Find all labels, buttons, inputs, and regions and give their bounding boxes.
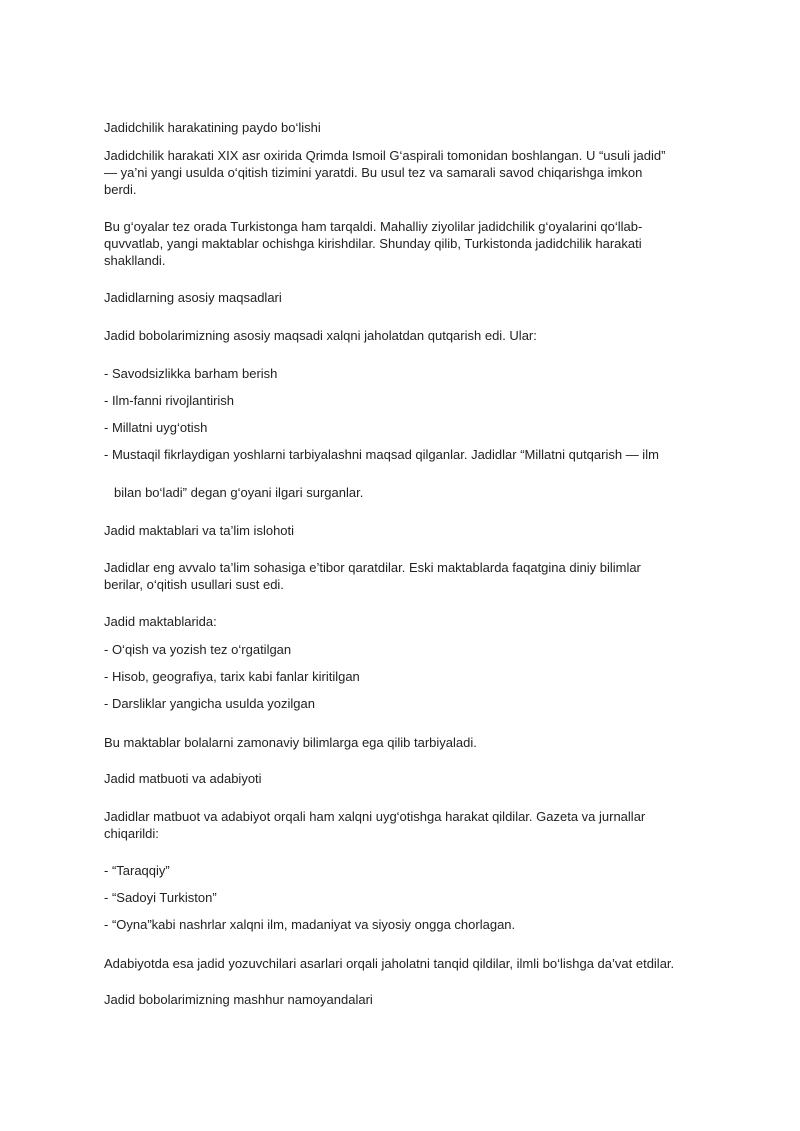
paragraph-line: berdi.	[104, 182, 137, 197]
section-heading: Jadid matbuoti va adabiyoti	[104, 771, 262, 786]
paragraph-line: Jadid bobolarimizning asosiy maqsadi xalqni jaholatdan qutqarish edi. Ular:	[104, 328, 537, 343]
section-heading: Jadidlarning asosiy maqsadlari	[104, 290, 282, 305]
list-item: - Darsliklar yangicha usulda yozilgan	[104, 696, 315, 711]
list-item-continuation: bilan bo‘ladi” degan g‘oyani ilgari surganlar.	[114, 485, 364, 500]
paragraph-line: shakllandi.	[104, 253, 166, 268]
paragraph-line: quvvatlab, yangi maktablar ochishga kirishdilar. Shunday qilib, Turkistonda jadidchilik harakati	[104, 236, 642, 251]
paragraph-line: Adabiyotda esa jadid yozuvchilari asarlari orqali jaholatni tanqid qildilar, ilmli bo‘lishga da’vat etdilar.	[104, 956, 675, 971]
list-item: - “Oyna”kabi nashrlar xalqni ilm, madaniyat va siyosiy ongga chorlagan.	[104, 917, 516, 932]
document-title: Jadidchilik harakatining paydo bo‘lishi	[104, 120, 321, 135]
paragraph-line: — ya’ni yangi usulda o‘qitish tizimini yaratdi. Bu usul tez va samarali savod chiqarishga imkon	[104, 165, 643, 180]
list-item: - “Taraqqiy”	[104, 863, 170, 878]
paragraph-line: chiqarildi:	[104, 826, 159, 841]
paragraph-line: berilar, o‘qitish usullari sust edi.	[104, 577, 284, 592]
paragraph-line: Bu maktablar bolalarni zamonaviy bilimlarga ega qilib tarbiyaladi.	[104, 735, 477, 750]
list-item: - Savodsizlikka barham berish	[104, 366, 278, 381]
list-item: - “Sadoyi Turkiston”	[104, 890, 217, 905]
section-heading: Jadid bobolarimizning mashhur namoyandalari	[104, 992, 373, 1007]
paragraph-line: Jadidchilik harakati XIX asr oxirida Qrimda Ismoil G‘aspirali tomonidan boshlangan. U “usuli jadid”	[104, 148, 666, 163]
list-item: - Millatni uyg‘otish	[104, 420, 208, 435]
paragraph-line: Jadidlar matbuot va adabiyot orqali ham xalqni uyg‘otishga harakat qildilar. Gazeta va jurnallar	[104, 809, 646, 824]
subheading: Jadid maktablarida:	[104, 614, 217, 629]
list-item: - Hisob, geografiya, tarix kabi fanlar kiritilgan	[104, 669, 360, 684]
section-heading: Jadid maktablari va ta’lim islohoti	[104, 523, 295, 538]
list-item: - Mustaqil fikrlaydigan yoshlarni tarbiyalashni maqsad qilganlar. Jadidlar “Millatni qutqarish — ilm	[104, 447, 659, 462]
paragraph-line: Jadidlar eng avvalo ta’lim sohasiga e’tibor qaratdilar. Eski maktablarda faqatgina diniy bilimlar	[104, 560, 641, 575]
list-item: - O‘qish va yozish tez o‘rgatilgan	[104, 642, 292, 657]
list-item: - Ilm-fanni rivojlantirish	[104, 393, 235, 408]
paragraph-line: Bu g‘oyalar tez orada Turkistonga ham tarqaldi. Mahalliy ziyolilar jadidchilik g‘oyalarini qo‘llab-	[104, 219, 643, 234]
